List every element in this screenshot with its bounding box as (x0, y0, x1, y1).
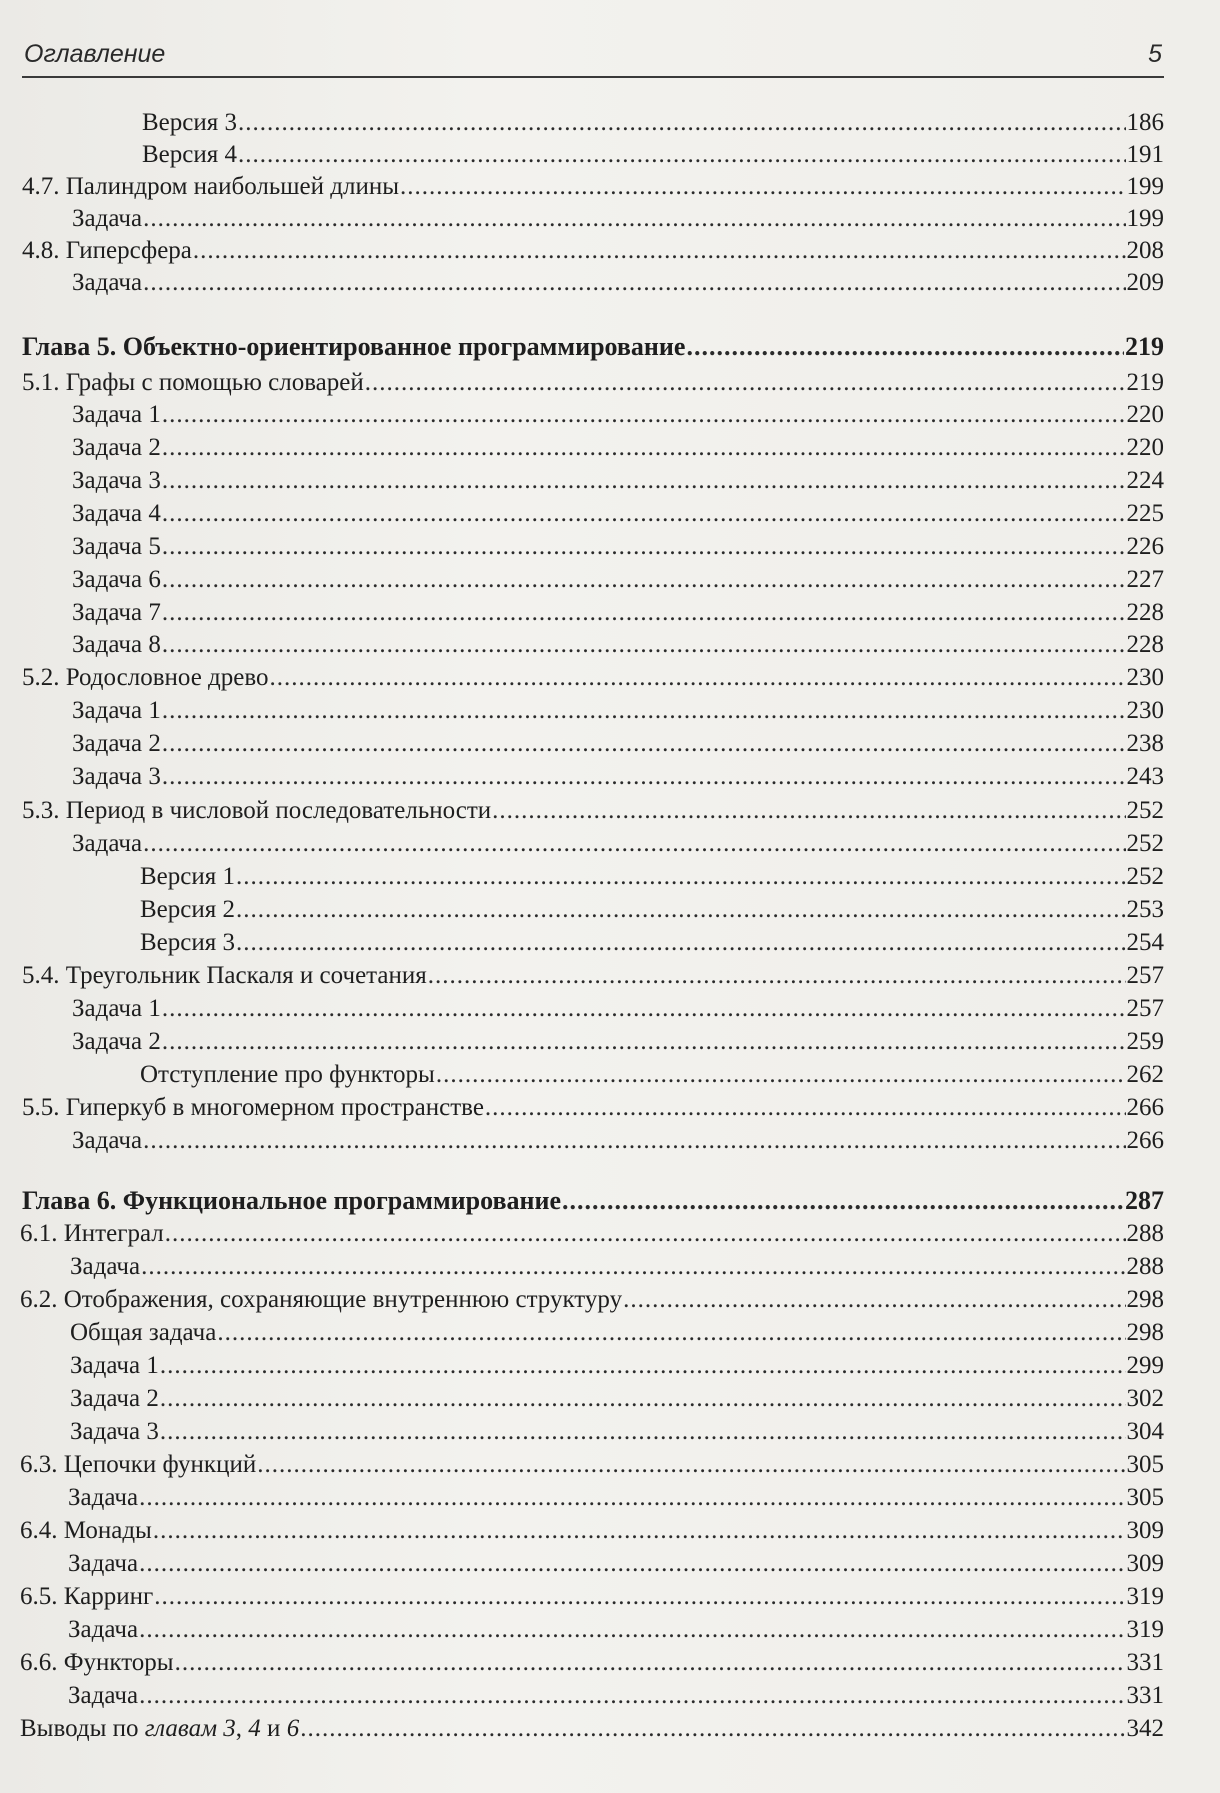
toc-entry-page: 257 (1126, 995, 1164, 1022)
toc-entry-label: Общая задача (70, 1319, 217, 1346)
leader-dots (257, 1450, 1125, 1480)
leader-dots (400, 172, 1125, 202)
toc-entry-label: 5.5. Гиперкуб в многомерном пространстве (22, 1094, 484, 1121)
toc-entry-label: Задача 8 (72, 631, 161, 658)
toc-entry[interactable] (72, 829, 1164, 859)
toc-entry-label: Задача 2 (72, 730, 161, 757)
toc-entry-page: 309 (1126, 1517, 1164, 1544)
toc-entry-page: 225 (1126, 500, 1164, 527)
leader-dots (162, 433, 1126, 463)
toc-entry[interactable] (22, 1093, 1164, 1123)
leader-dots (162, 762, 1126, 792)
toc-entry[interactable] (72, 433, 1164, 463)
toc-entry-page: 266 (1126, 1094, 1164, 1121)
toc-entry-page: 219 (1126, 369, 1164, 396)
leader-dots (162, 729, 1126, 759)
leader-dots (365, 368, 1126, 398)
toc-entry[interactable] (72, 762, 1164, 792)
toc-entry[interactable] (22, 368, 1164, 398)
toc-entry-label: Задача 2 (72, 1028, 161, 1055)
leader-dots (139, 1483, 1125, 1513)
leader-dots (160, 1417, 1126, 1447)
toc-entry-label: Версия 2 (140, 896, 235, 923)
toc-entry-label: 6.4. Монады (20, 1517, 152, 1544)
toc-entry-page: 252 (1126, 863, 1164, 890)
toc-entry-label: Задача 3 (72, 467, 161, 494)
toc-entry[interactable] (72, 204, 1164, 234)
leader-dots (141, 1252, 1125, 1282)
toc-entry[interactable] (140, 862, 1164, 892)
toc-entry-page: 298 (1126, 1319, 1164, 1346)
leader-dots (428, 961, 1126, 991)
toc-entry-page: 209 (1126, 269, 1164, 296)
leader-dots (139, 1681, 1125, 1711)
leader-dots (485, 1093, 1126, 1123)
leader-dots (143, 829, 1125, 859)
toc-entry-page: 259 (1126, 1028, 1164, 1055)
toc-entry-label: Задача (72, 269, 143, 296)
toc-entry[interactable] (72, 1126, 1164, 1156)
toc-entry[interactable] (72, 466, 1164, 496)
toc-entry-page: 319 (1126, 1616, 1164, 1643)
leader-dots (562, 1186, 1124, 1216)
toc-entry[interactable] (70, 1351, 1164, 1381)
toc-entry-label: Задача 1 (72, 995, 161, 1022)
toc-entry-page: 288 (1126, 1220, 1164, 1247)
toc-entry-page: 252 (1126, 797, 1164, 824)
toc-entry[interactable] (20, 1648, 1164, 1678)
toc-entry[interactable] (72, 400, 1164, 430)
leader-dots (175, 1648, 1126, 1678)
label-part: Выводы по (20, 1715, 145, 1742)
leader-dots (436, 1060, 1126, 1090)
toc-entry-label: Задача 1 (70, 1352, 159, 1379)
leader-dots (162, 696, 1126, 726)
toc-entry-label: Задача (72, 205, 143, 232)
leader-dots (492, 796, 1125, 826)
toc-entry-page: 304 (1126, 1418, 1164, 1445)
toc-entry[interactable] (22, 172, 1164, 202)
toc-entry-label (20, 1714, 299, 1744)
toc-entry[interactable] (22, 236, 1164, 266)
toc-entry-label: Задача (68, 1484, 139, 1511)
toc-entry-page: 230 (1126, 664, 1164, 691)
toc-entry-page: 253 (1126, 896, 1164, 923)
toc-entry-conclusions[interactable] (20, 1714, 1164, 1744)
toc-entry[interactable] (142, 140, 1164, 170)
toc-entry-page: 219 (1125, 332, 1164, 361)
toc-entry[interactable] (68, 1549, 1164, 1579)
leader-dots (154, 1582, 1125, 1612)
label-part-italic: главам 3 (144, 1715, 236, 1742)
toc-entry-page: 309 (1126, 1550, 1164, 1577)
toc-entry-label: 5.2. Родословное древо (22, 664, 269, 691)
toc-entry[interactable] (72, 696, 1164, 726)
toc-entry-label: 6.2. Отображения, сохраняющие внутреннюю структуру (20, 1286, 623, 1313)
leader-dots (236, 895, 1126, 925)
toc-entry-page: 287 (1125, 1186, 1164, 1215)
toc-entry[interactable] (72, 729, 1164, 759)
toc-entry-page: 302 (1126, 1385, 1164, 1412)
toc-entry-label: Задача 2 (72, 434, 161, 461)
leader-dots (162, 499, 1126, 529)
toc-entry-label: Отступление про функторы (140, 1061, 435, 1088)
toc-entry-page: 288 (1126, 1253, 1164, 1280)
toc-entry-label: 6.3. Цепочки функций (20, 1451, 257, 1478)
toc-entry[interactable] (70, 1417, 1164, 1447)
leader-dots (686, 332, 1124, 362)
toc-entry-page: 319 (1126, 1583, 1164, 1610)
toc-entry[interactable] (72, 598, 1164, 628)
toc-entry-label: Задача (68, 1616, 139, 1643)
toc-entry[interactable] (72, 1027, 1164, 1057)
header-title: Оглавление (24, 40, 166, 68)
toc-entry[interactable] (70, 1252, 1164, 1282)
leader-dots (143, 268, 1125, 298)
leader-dots (238, 140, 1126, 170)
toc-entry-page: 191 (1126, 141, 1164, 168)
toc-entry[interactable] (72, 565, 1164, 595)
toc-entry[interactable] (22, 663, 1164, 693)
toc-entry-label: Задача (72, 1127, 143, 1154)
toc-entry[interactable] (22, 961, 1164, 991)
toc-entry-label: Задача (72, 830, 143, 857)
toc-entry-page: 257 (1126, 962, 1164, 989)
toc-entry[interactable] (22, 796, 1164, 826)
leader-dots (143, 204, 1125, 234)
label-part-italic: 4 (248, 1715, 261, 1742)
leader-dots (143, 1126, 1125, 1156)
label-part: и (260, 1715, 287, 1742)
toc-entry-label: 5.3. Период в числовой последовательности (22, 797, 492, 824)
toc-entry[interactable] (72, 499, 1164, 529)
toc-entry-page: 299 (1126, 1352, 1164, 1379)
toc-entry-label: 5.4. Треугольник Паскаля и сочетания (22, 962, 427, 989)
toc-entry-label: 6.1. Интеграл (20, 1220, 164, 1247)
toc-entry-page: 199 (1126, 173, 1164, 200)
toc-entry-label: Задача 3 (72, 763, 161, 790)
toc-entry-page: 305 (1126, 1484, 1164, 1511)
toc-entry-page: 331 (1126, 1682, 1164, 1709)
toc-entry-label: 6.5. Карринг (20, 1583, 154, 1610)
toc-entry[interactable] (68, 1615, 1164, 1645)
toc-entry-label: Задача 1 (72, 401, 161, 428)
toc-entry-page: 252 (1126, 830, 1164, 857)
toc-entry-page: 266 (1126, 1127, 1164, 1154)
toc-entry-label: Задача (70, 1253, 141, 1280)
toc-entry-page: 220 (1126, 401, 1164, 428)
header-page-number: 5 (1148, 40, 1162, 68)
toc-entry-page: 228 (1126, 631, 1164, 658)
leader-dots (623, 1285, 1125, 1315)
toc-entry-page: 199 (1126, 205, 1164, 232)
toc-entry-page: 228 (1126, 599, 1164, 626)
leader-dots (162, 565, 1126, 595)
leader-dots (153, 1516, 1126, 1546)
toc-entry-label: Задача 5 (72, 533, 161, 560)
toc-entry-page: 342 (1126, 1715, 1164, 1742)
toc-entry-label: Задача 3 (70, 1418, 159, 1445)
toc-entry-label: Задача 7 (72, 599, 161, 626)
toc-entry-label: 6.6. Функторы (20, 1649, 174, 1676)
toc-entry-page: 220 (1126, 434, 1164, 461)
toc-entry[interactable] (72, 532, 1164, 562)
toc-entry[interactable] (72, 268, 1164, 298)
toc-entry-page: 254 (1126, 929, 1164, 956)
toc-entry[interactable] (20, 1582, 1164, 1612)
leader-dots (238, 108, 1126, 138)
toc-entry-label: 4.7. Палиндром наибольшей длины (22, 173, 400, 200)
toc-entry-label: Задача 4 (72, 500, 161, 527)
toc-entry-page: 331 (1126, 1649, 1164, 1676)
leader-dots (300, 1714, 1125, 1744)
toc-entry[interactable] (140, 928, 1164, 958)
toc-entry-page: 243 (1126, 763, 1164, 790)
toc-entry-page: 238 (1126, 730, 1164, 757)
toc-entry-label: Версия 3 (140, 929, 235, 956)
leader-dots (217, 1318, 1125, 1348)
leader-dots (165, 1219, 1126, 1249)
toc-entry-page: 227 (1126, 566, 1164, 593)
toc-entry-label: 4.8. Гиперсфера (22, 237, 192, 264)
toc-entry[interactable] (68, 1681, 1164, 1711)
toc-entry[interactable] (20, 1219, 1164, 1249)
toc-entry-page: 208 (1126, 237, 1164, 264)
leader-dots (139, 1549, 1125, 1579)
toc-entry-page: 298 (1126, 1286, 1164, 1313)
toc-entry[interactable] (20, 1516, 1164, 1546)
toc-entry-page: 186 (1126, 109, 1164, 136)
toc-entry[interactable] (68, 1483, 1164, 1513)
label-part-italic: 6 (286, 1715, 300, 1742)
leader-dots (162, 630, 1126, 660)
toc-entry-page: 230 (1126, 697, 1164, 724)
toc-entry-label: Версия 1 (140, 863, 235, 890)
toc-chapter-entry[interactable] (22, 332, 1164, 362)
leader-dots (193, 236, 1126, 266)
toc-entry-page: 305 (1126, 1451, 1164, 1478)
leader-dots (236, 928, 1126, 958)
toc-entry[interactable] (72, 994, 1164, 1024)
toc-entry-label: Задача 6 (72, 566, 161, 593)
leader-dots (270, 663, 1126, 693)
toc-entry-page: 224 (1126, 467, 1164, 494)
leader-dots (236, 862, 1126, 892)
leader-dots (162, 994, 1126, 1024)
running-header (22, 36, 1164, 78)
toc-entry[interactable] (70, 1318, 1164, 1348)
leader-dots (162, 466, 1126, 496)
toc-entry-label: Глава 5. Объектно-ориентированное программирование (22, 332, 686, 361)
toc-chapter-entry[interactable] (22, 1186, 1164, 1216)
toc-entry[interactable] (72, 630, 1164, 660)
toc-entry[interactable] (20, 1450, 1164, 1480)
leader-dots (162, 532, 1126, 562)
leader-dots (162, 598, 1126, 628)
toc-entry-label: Задача 2 (70, 1385, 159, 1412)
toc-entry-label: Глава 6. Функциональное программирование (22, 1186, 562, 1215)
leader-dots (162, 400, 1126, 430)
leader-dots (160, 1384, 1126, 1414)
toc-entry-page: 262 (1126, 1061, 1164, 1088)
leader-dots (162, 1027, 1126, 1057)
label-part: , (235, 1715, 249, 1742)
toc-entry[interactable] (142, 108, 1164, 138)
toc-entry[interactable] (140, 1060, 1164, 1090)
toc-entry[interactable] (140, 895, 1164, 925)
toc-entry-label: Задача 1 (72, 697, 161, 724)
toc-entry[interactable] (20, 1285, 1164, 1315)
toc-entry-label: Версия 4 (142, 141, 237, 168)
leader-dots (139, 1615, 1125, 1645)
toc-entry-page: 226 (1126, 533, 1164, 560)
leader-dots (160, 1351, 1126, 1381)
toc-entry-label: Версия 3 (142, 109, 237, 136)
toc-entry-label: Задача (68, 1550, 139, 1577)
toc-entry[interactable] (70, 1384, 1164, 1414)
toc-entry-label: 5.1. Графы с помощью словарей (22, 369, 364, 396)
toc-entry-label: Задача (68, 1682, 139, 1709)
